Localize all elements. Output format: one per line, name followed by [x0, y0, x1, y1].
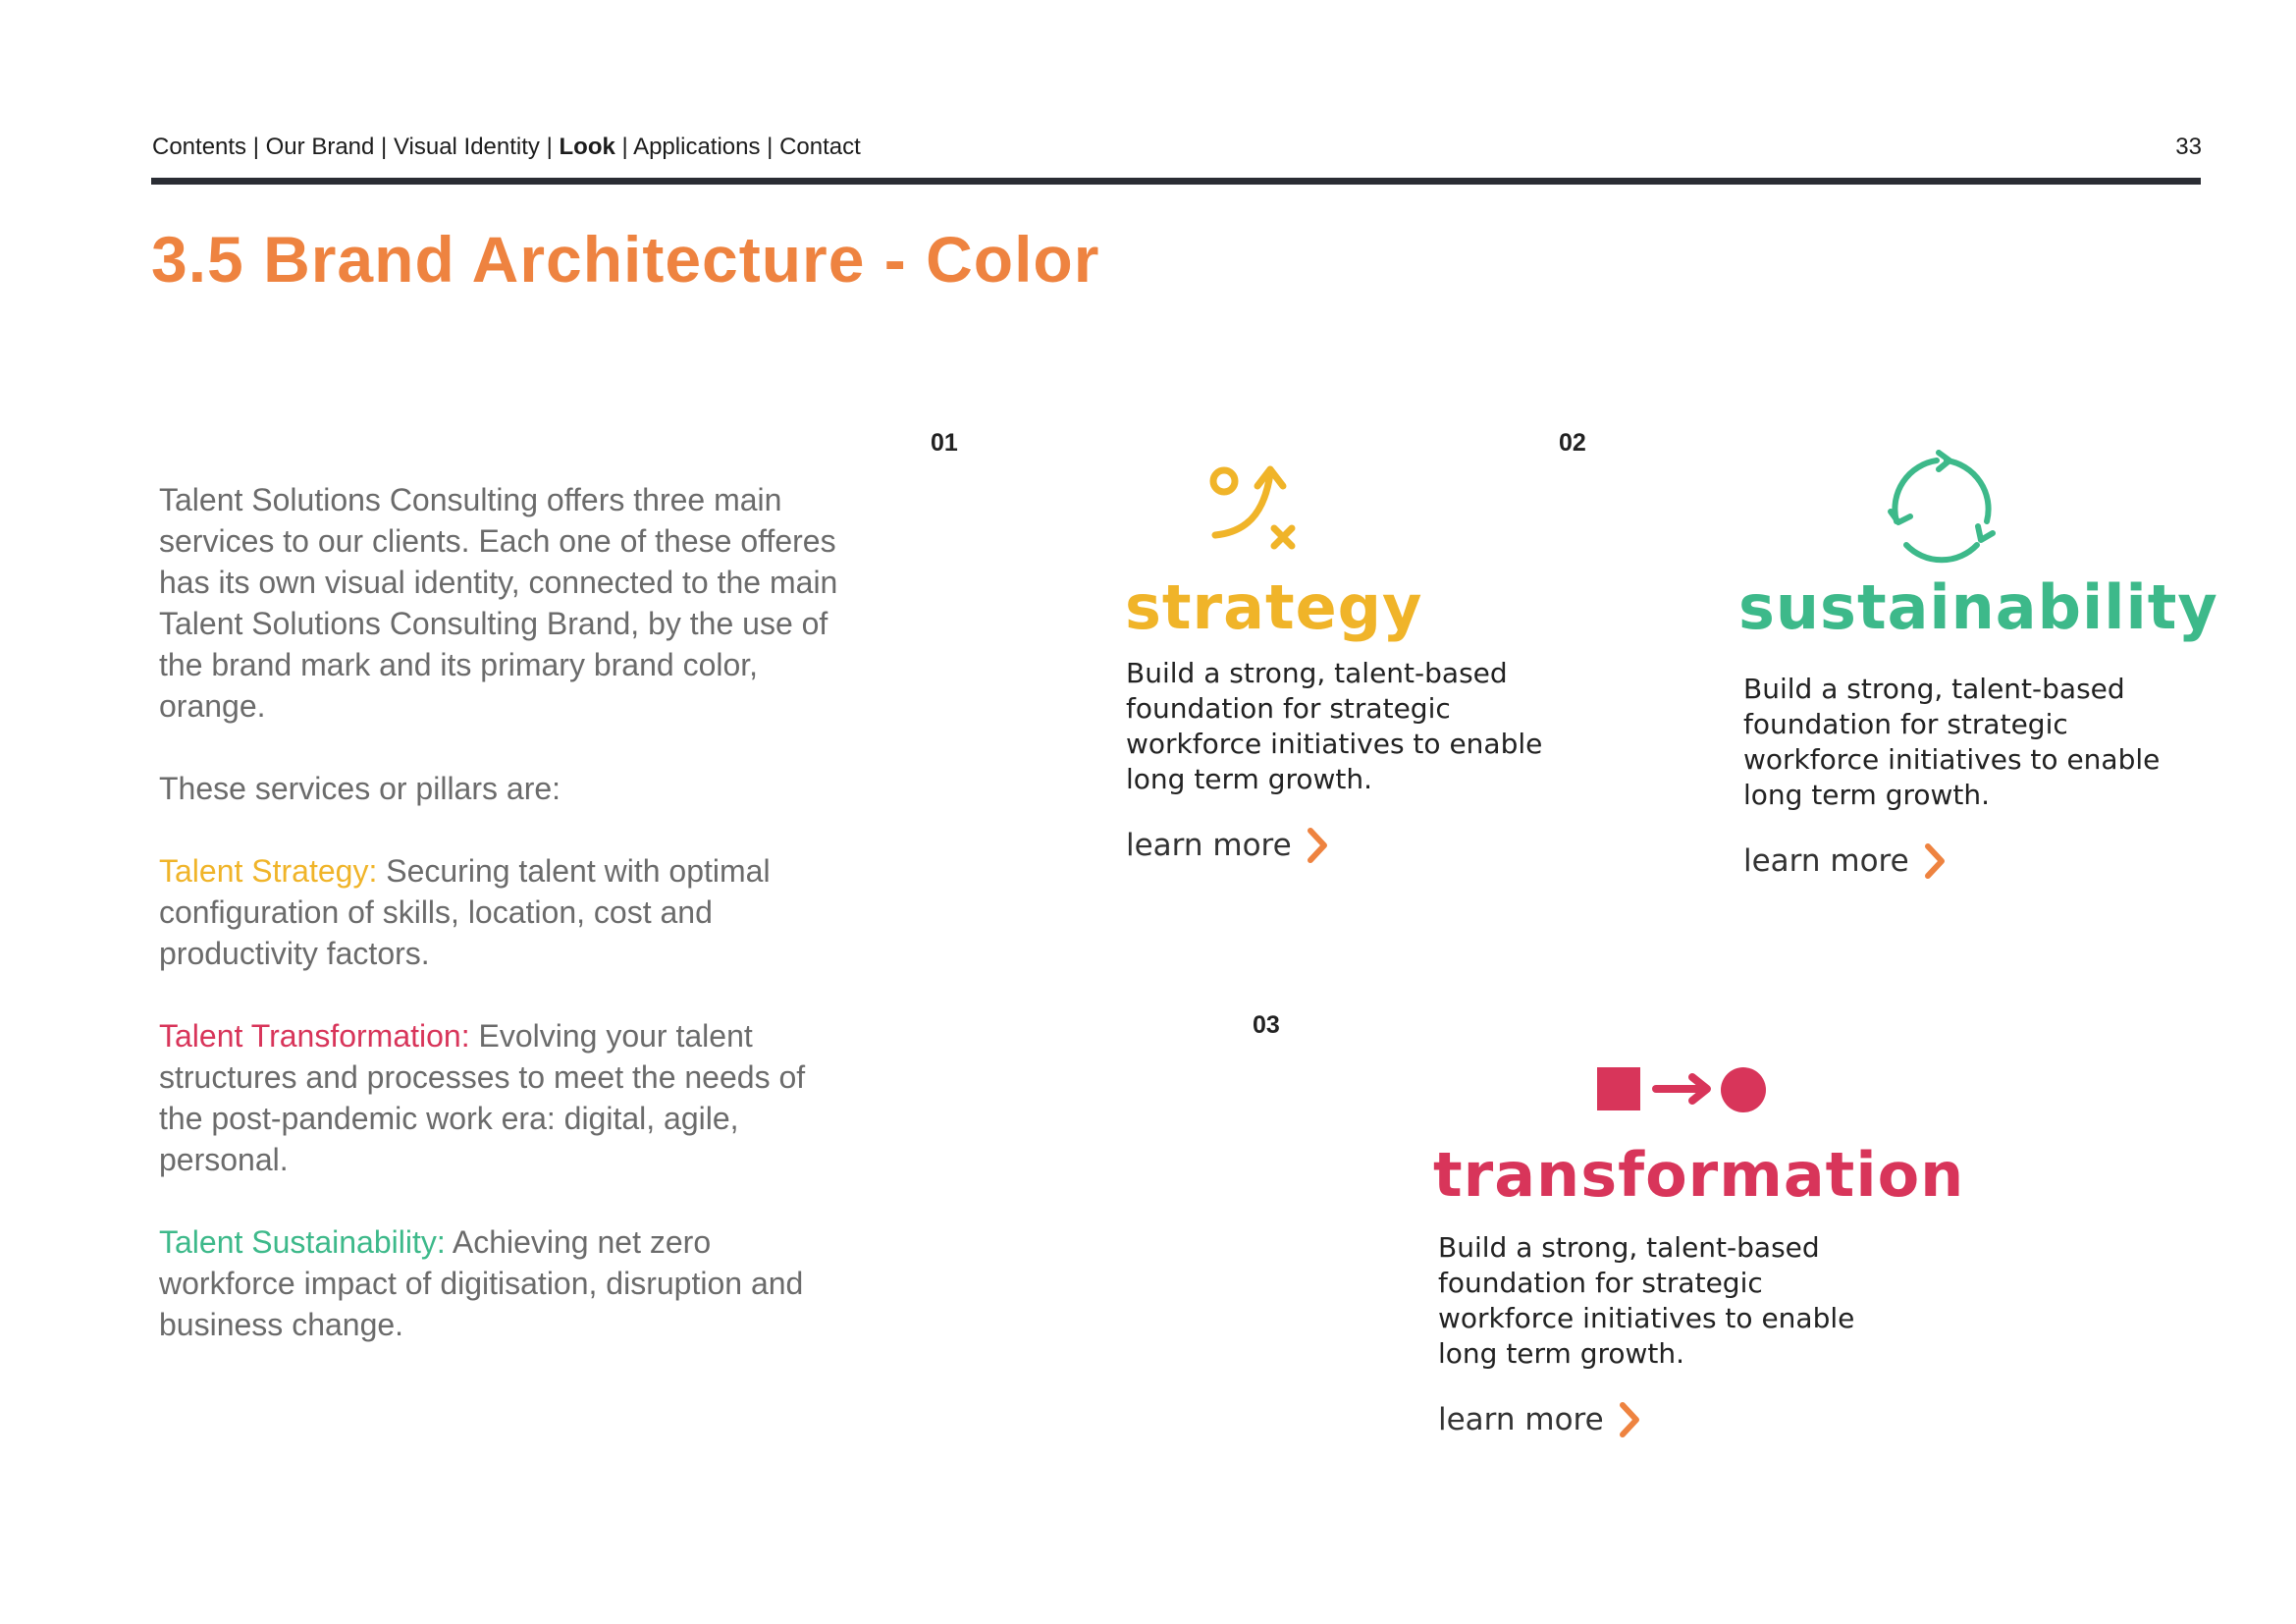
intro-text: [159, 479, 846, 1386]
breadcrumb-nav: [152, 134, 861, 161]
page-number: 33: [2175, 134, 2202, 160]
pillar-transformation-label: Talent Transformation:: [159, 1018, 470, 1054]
learn-more-label: learn more: [1126, 828, 1292, 863]
pillar-transformation-text: Evolving your talent structures and processes to meet the needs of the post-pandemic work era: digital, agile, personal.: [159, 1018, 806, 1177]
pillar-sustainability-label: Talent Sustainability:: [159, 1224, 446, 1260]
nav-look[interactable]: Look: [559, 134, 615, 160]
pillar-strategy-text: Securing talent with optimal configuration of skills, location, cost and productivity factors.: [159, 853, 771, 971]
pillar-sustainability: [159, 1221, 846, 1345]
card-number-sustainability: 02: [1559, 429, 1586, 457]
nav-contact[interactable]: Contact: [779, 134, 861, 160]
learn-more-label: learn more: [1438, 1402, 1604, 1437]
card-word-sustainability: sustainability: [1738, 571, 2218, 643]
nav-separator: |: [374, 134, 394, 160]
cycle-arrows-icon: [1883, 450, 2001, 568]
pillar-transformation: [159, 1015, 846, 1180]
card-number-strategy: 01: [931, 429, 958, 457]
card-description-sustainability: Build a strong, talent-based foundation for strategic workforce initiatives to enable long term growth.: [1743, 673, 2161, 811]
nav-contents[interactable]: Contents: [152, 134, 247, 160]
pillar-strategy-label: Talent Strategy:: [159, 853, 378, 889]
card-word-strategy: strategy: [1125, 571, 1423, 643]
nav-separator: |: [760, 134, 780, 160]
pillar-sustainability-text: Achieving net zero workforce impact of digitisation, disruption and business change.: [159, 1224, 804, 1342]
card-word-transformation: transformation: [1433, 1139, 1965, 1211]
strategy-play-icon: [1198, 461, 1306, 560]
nav-visual-identity[interactable]: Visual Identity: [393, 134, 540, 160]
learn-more-sustainability-link[interactable]: [1743, 842, 1947, 880]
square-to-circle-icon: [1595, 1065, 1772, 1114]
nav-our-brand[interactable]: Our Brand: [265, 134, 375, 160]
chevron-right-icon: [1618, 1401, 1641, 1438]
chevron-right-icon: [1306, 827, 1329, 864]
intro-paragraph: Talent Solutions Consulting offers three main services to our clients. Each one of these offeres has its own visual identity, connected to the main Talent Solutions Consulting Brand, by the use of the brand mark and its primary brand color, orange.: [159, 482, 838, 724]
card-description-strategy: Build a strong, talent-based foundation for strategic workforce initiatives to enable long term growth.: [1126, 657, 1543, 795]
chevron-right-icon: [1923, 842, 1947, 880]
learn-more-strategy-link[interactable]: [1126, 827, 1329, 864]
nav-separator: |: [246, 134, 266, 160]
pillars-heading: These services or pillars are:: [159, 771, 561, 806]
header-rule: [151, 178, 2201, 185]
nav-separator: |: [539, 134, 560, 160]
learn-more-transformation-link[interactable]: [1438, 1401, 1641, 1438]
card-number-transformation: 03: [1253, 1011, 1280, 1039]
pillar-strategy: [159, 850, 846, 974]
nav-applications[interactable]: Applications: [633, 134, 761, 160]
card-description-transformation: Build a strong, talent-based foundation for strategic workforce initiatives to enable long term growth.: [1438, 1231, 1855, 1370]
nav-separator: |: [614, 134, 634, 160]
learn-more-label: learn more: [1743, 843, 1909, 879]
page-title: 3.5 Brand Architecture - Color: [151, 223, 1100, 296]
